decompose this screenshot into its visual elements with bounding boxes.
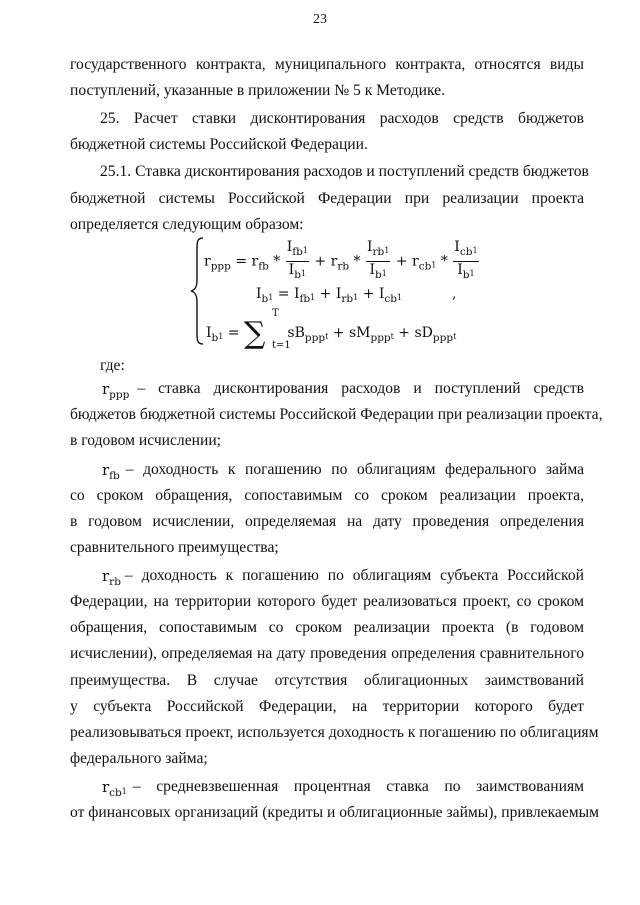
symbol-r-ppp: $r_{ppp}$ xyxy=(102,380,130,401)
definition-line: $r_{ppp}$ – ставка дисконтирования расходов и поступлений средств xyxy=(102,380,584,404)
text-line: со сроком обращения, сопоставимым со сроком реализации проекта, xyxy=(70,487,584,504)
text-line: поступлений, указанные в приложении № 5 к Методике. xyxy=(70,82,445,99)
text-line: у субъекта Российской Федерации, на территории которого будет xyxy=(70,698,584,715)
text-line: преимущества. В случае отсутствия облигационных заимствований xyxy=(70,672,584,689)
formula-line-3: $I_b1$ = ∑ $sB_{ppp}t + sM_{ppp}t + sD_{ppp}t$ xyxy=(206,316,457,351)
fraction: $\frac{I_{rb}1}{I_b1}$ xyxy=(366,239,390,281)
text-line: в годовом исчислении, определяемая на дату проведения определения xyxy=(70,513,584,530)
text-line: бюджетной системы Российской Федерации. xyxy=(70,136,368,153)
text-line: федерального займа; xyxy=(70,750,208,767)
text-line: где: xyxy=(100,357,125,374)
text-line: сравнительного преимущества; xyxy=(70,539,279,556)
text-line: обращения, сопоставимым со сроком реализации проекта (в годовом xyxy=(70,619,584,636)
sum-symbol: ∑ xyxy=(244,316,266,351)
formula-comma: , xyxy=(452,286,457,302)
text-line: государственного контракта, муниципального контракта, относятся виды xyxy=(70,56,584,73)
text-line: бюджетной системы Российской Федерации при реализации проекта xyxy=(70,190,584,207)
text-line: определяется следующим образом: xyxy=(70,216,304,233)
definition-line: $r_{cb}1$ – средневзвешенная процентная ставка по заимствованиям xyxy=(102,778,584,802)
fraction: $\frac{I_{fb}1}{I_b1}$ xyxy=(286,239,308,281)
symbol-r-fb: $r_{fb}$ xyxy=(102,461,120,482)
text-line: 25. Расчет ставки дисконтирования расходов средств бюджетов xyxy=(100,110,584,127)
symbol-r-rb: $r_{rb}$ xyxy=(102,567,121,588)
definition-line: $r_{fb}$ – доходность к погашению по облигациям федерального займа xyxy=(102,461,584,485)
formula-line-2: $I_b1 = I_{fb}1 + I_{rb}1 + I_{cb}1$ xyxy=(256,286,403,305)
discount-rate-formula xyxy=(190,236,480,350)
text-line: в годовом исчислении; xyxy=(70,432,222,449)
text-line: реализовываться проект, используется доходность к погашению по облигациям xyxy=(70,724,599,741)
text-line: 25.1. Ставка дисконтирования расходов и поступлений средств бюджетов xyxy=(100,163,589,180)
formula-line-1: $r_{ppp} = r_{fb}$ * $\frac{I_{fb}1}{I_b1}$ + $r_{rb}$ * $\frac{I_{rb}1}{I_b1}$ + $r_{cb}1$ * $\frac{I_{cb}1}{I_b1}$ xyxy=(204,239,478,281)
sum-upper-limit: T xyxy=(272,308,279,319)
text-line: от финансовых организаций (кредиты и облигационные займы), привлекаемым xyxy=(70,804,599,821)
sum-lower-limit: t=1 xyxy=(272,340,291,351)
page-number: 23 xyxy=(313,12,327,27)
text-line: бюджетов бюджетной системы Российской Федерации при реализации проекта, xyxy=(70,406,603,423)
definition-line: $r_{rb}$ – доходность к погашению по облигациям субъекта Российской xyxy=(102,567,584,591)
fraction: $\frac{I_{cb}1}{I_b1}$ xyxy=(454,239,478,281)
text-line: Федерации, на территории которого будет реализоваться проект, со сроком xyxy=(70,593,584,610)
text-line: исчислении), определяемая на дату проведения определения сравнительного xyxy=(70,645,584,662)
symbol-r-cb1: $r_{cb}1$ xyxy=(102,778,127,799)
